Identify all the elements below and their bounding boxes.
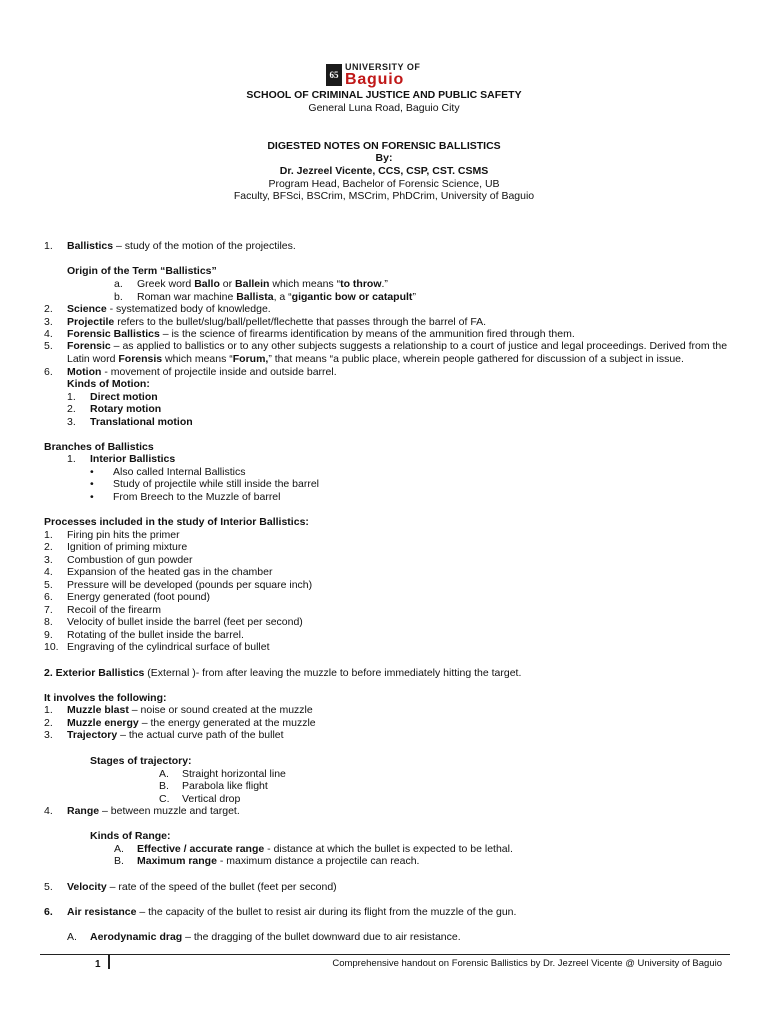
- note-line: [44, 881, 337, 893]
- term-text: Projectile: [67, 316, 115, 328]
- list-marker: 1.: [44, 704, 53, 716]
- note-line: [44, 328, 575, 340]
- term-text: Direct motion: [90, 391, 158, 403]
- note-line: [159, 768, 286, 780]
- note-line: [67, 416, 193, 428]
- list-marker: 8.: [44, 616, 53, 628]
- note-line: [67, 403, 161, 415]
- body-text: Roman war machine: [137, 291, 237, 303]
- author-role-2: Faculty, BFSci, BSCrim, MSCrim, PhDCrim, University of Baguio: [233, 190, 535, 202]
- body-text: ” that means “a public place, wherein people gathered for discussion of a subject in issue.: [268, 353, 684, 365]
- note-line: [44, 566, 272, 578]
- body-text: (External )- from after leaving the muzzle to before immediately hitting the target.: [144, 667, 522, 679]
- note-line: [67, 378, 150, 390]
- note-line: [44, 906, 516, 918]
- footer-divider: [108, 955, 110, 969]
- body-text: , a “: [273, 291, 292, 303]
- body-text: – between muzzle and target.: [99, 805, 240, 817]
- logo-line1: UNIVERSITY OF: [345, 61, 421, 72]
- body-text: Greek word: [137, 278, 195, 290]
- school-address: General Luna Road, Baguio City: [308, 102, 460, 114]
- note-line: [44, 579, 312, 591]
- list-marker: 5.: [44, 881, 53, 893]
- note-line: [44, 717, 316, 729]
- note-line: [44, 554, 193, 566]
- list-marker: 2.: [67, 403, 76, 415]
- list-marker: 3.: [67, 416, 76, 428]
- list-marker: 1.: [67, 453, 76, 465]
- note-line: [44, 541, 187, 553]
- note-line: [67, 265, 217, 277]
- list-marker: 2.: [44, 717, 53, 729]
- note-line: [44, 604, 161, 616]
- list-marker: 5.: [44, 579, 53, 591]
- term-text: Forum,: [232, 353, 269, 365]
- note-line: [44, 441, 154, 453]
- list-marker: •: [90, 466, 94, 478]
- list-marker: •: [90, 491, 94, 503]
- note-line: [44, 240, 296, 252]
- list-marker: B.: [159, 780, 169, 792]
- body-text: Parabola like flight: [182, 780, 268, 792]
- body-text: Rotating of the bullet inside the barrel.: [67, 629, 244, 641]
- list-marker: 6.: [44, 366, 53, 378]
- body-text: Ignition of priming mixture: [67, 541, 188, 553]
- logo-line2: Baguio: [345, 70, 405, 88]
- list-marker: 3.: [44, 554, 53, 566]
- document-title: DIGESTED NOTES ON FORENSIC BALLISTICS: [267, 140, 501, 152]
- term-text: Aerodynamic drag: [90, 931, 183, 943]
- body-text: Straight horizontal line: [182, 768, 286, 780]
- note-line: [67, 931, 461, 943]
- body-text: - distance at which the bullet is expected to be lethal.: [264, 843, 513, 855]
- footer-rule: [40, 954, 730, 955]
- author-name: Dr. Jezreel Vicente, CCS, CSP, CST. CSMS: [279, 165, 489, 177]
- body-text: – the dragging of the bullet downward due to air resistance.: [182, 931, 461, 943]
- author-role-1: Program Head, Bachelor of Forensic Science, UB: [268, 178, 500, 190]
- note-line: [44, 303, 271, 315]
- body-text: Firing pin hits the primer: [67, 529, 180, 541]
- note-line: [114, 278, 388, 290]
- list-marker: A.: [114, 843, 124, 855]
- note-line: [90, 755, 192, 767]
- body-text: – the capacity of the bullet to resist air during its flight from the muzzle of the gun.: [136, 906, 517, 918]
- page-number: 1: [95, 959, 101, 970]
- body-text: Latin word: [67, 353, 119, 365]
- body-text: refers to the bullet/slug/ball/pellet/flechette that passes through the barrel of FA.: [114, 316, 487, 328]
- list-marker: 9.: [44, 629, 53, 641]
- body-text: Velocity of bullet inside the barrel (feet per second): [67, 616, 303, 628]
- note-line: [90, 466, 245, 478]
- list-marker: •: [90, 478, 94, 490]
- body-text: which means “: [269, 278, 341, 290]
- note-line: [67, 353, 684, 365]
- term-text: Ballein: [235, 278, 270, 290]
- note-line: [114, 855, 419, 867]
- term-text: Velocity: [67, 881, 107, 893]
- body-text: – the energy generated at the muzzle: [138, 717, 316, 729]
- body-text: Vertical drop: [182, 793, 241, 805]
- body-text: From Breech to the Muzzle of barrel: [113, 491, 281, 503]
- list-marker: A.: [159, 768, 169, 780]
- term-text: Stages of trajectory:: [90, 755, 192, 767]
- list-marker: 3.: [44, 316, 53, 328]
- list-marker: 4.: [44, 566, 53, 578]
- term-text: to throw: [340, 278, 382, 290]
- body-text: which means “: [162, 353, 233, 365]
- note-line: [90, 830, 171, 842]
- logo-seal-icon: 65: [326, 64, 342, 86]
- university-logo: [326, 63, 490, 87]
- note-line: [67, 391, 158, 403]
- term-text: Muzzle blast: [67, 704, 129, 716]
- note-line: [44, 616, 303, 628]
- note-line: [159, 793, 240, 805]
- term-text: Processes included in the study of Interior Ballistics:: [44, 516, 309, 528]
- term-text: Muzzle energy: [67, 717, 139, 729]
- list-marker: 10.: [44, 641, 59, 653]
- note-line: [90, 491, 280, 503]
- term-text: Interior Ballistics: [90, 453, 176, 465]
- note-line: [44, 667, 521, 679]
- body-text: - maximum distance a projectile can reach.: [216, 855, 420, 867]
- body-text: Study of projectile while still inside the barrel: [113, 478, 320, 490]
- note-line: [44, 805, 240, 817]
- term-text: Motion: [67, 366, 102, 378]
- term-text: Trajectory: [67, 729, 118, 741]
- body-text: Combustion of gun powder: [67, 554, 193, 566]
- term-text: Effective / accurate range: [137, 843, 265, 855]
- body-text: ”: [412, 291, 416, 303]
- note-line: [44, 704, 313, 716]
- list-marker: B.: [114, 855, 124, 867]
- term-text: Maximum range: [137, 855, 217, 867]
- note-line: [114, 843, 513, 855]
- list-marker: 1.: [67, 391, 76, 403]
- note-line: [90, 478, 319, 490]
- body-text: - movement of projectile inside and outside barrel.: [101, 366, 337, 378]
- school-name: SCHOOL OF CRIMINAL JUSTICE AND PUBLIC SAFETY: [246, 89, 522, 101]
- note-line: [44, 591, 210, 603]
- list-marker: 3.: [44, 729, 53, 741]
- list-marker: 5.: [44, 340, 53, 352]
- note-line: [114, 291, 416, 303]
- list-marker: 2.: [44, 541, 53, 553]
- list-marker: C.: [159, 793, 170, 805]
- term-text: Ballistics: [67, 240, 114, 252]
- term-text: Rotary motion: [90, 403, 162, 415]
- body-text: - systematized body of knowledge.: [106, 303, 271, 315]
- term-text: Branches of Ballistics: [44, 441, 154, 453]
- term-text: Forensis: [118, 353, 163, 365]
- footer-text: Comprehensive handout on Forensic Ballistics by Dr. Jezreel Vicente @ University of Baguio: [332, 958, 722, 969]
- term-text: gigantic bow or catapult: [291, 291, 413, 303]
- body-text: Energy generated (foot pound): [67, 591, 211, 603]
- term-text: Science: [67, 303, 107, 315]
- list-marker: 4.: [44, 805, 53, 817]
- note-line: [44, 516, 309, 528]
- list-marker: 1.: [44, 240, 53, 252]
- list-marker: 6.: [44, 906, 53, 918]
- note-line: [44, 692, 167, 704]
- term-text: Air resistance: [67, 906, 137, 918]
- body-text: – is the science of firearms identification by means of the ammunition fired through them.: [159, 328, 575, 340]
- note-line: [44, 340, 727, 352]
- body-text: Engraving of the cylindrical surface of bullet: [67, 641, 270, 653]
- body-text: Expansion of the heated gas in the chamber: [67, 566, 273, 578]
- term-text: Range: [67, 805, 100, 817]
- body-text: Also called Internal Ballistics: [113, 466, 246, 478]
- term-text: Forensic Ballistics: [67, 328, 160, 340]
- note-line: [67, 453, 175, 465]
- term-text: Kinds of Motion:: [67, 378, 150, 390]
- list-marker: 1.: [44, 529, 53, 541]
- note-line: [44, 641, 270, 653]
- note-line: [44, 316, 486, 328]
- list-marker: A.: [67, 931, 77, 943]
- body-text: – study of the motion of the projectiles.: [113, 240, 296, 252]
- note-line: [159, 780, 268, 792]
- list-marker: a.: [114, 278, 123, 290]
- list-marker: 2.: [44, 303, 53, 315]
- term-text: It involves the following:: [44, 692, 167, 704]
- body-text: Recoil of the firearm: [67, 604, 161, 616]
- term-text: Kinds of Range:: [90, 830, 171, 842]
- term-text: 2. Exterior Ballistics: [44, 667, 145, 679]
- list-marker: 7.: [44, 604, 53, 616]
- term-text: Ballo: [194, 278, 220, 290]
- body-text: – as applied to ballistics or to any other subjects suggests a relationship to a court of justice and legal proceedings. Derived from the: [110, 340, 728, 352]
- body-text: – rate of the speed of the bullet (feet per second): [106, 881, 337, 893]
- body-text: .”: [381, 278, 388, 290]
- note-line: [44, 366, 337, 378]
- body-text: or: [219, 278, 236, 290]
- note-line: [44, 729, 284, 741]
- body-text: Pressure will be developed (pounds per square inch): [67, 579, 313, 591]
- list-marker: b.: [114, 291, 123, 303]
- note-line: [44, 629, 244, 641]
- note-line: [44, 529, 180, 541]
- term-text: Ballista: [236, 291, 274, 303]
- term-text: Forensic: [67, 340, 111, 352]
- body-text: – noise or sound created at the muzzle: [128, 704, 313, 716]
- list-marker: 4.: [44, 328, 53, 340]
- body-text: – the actual curve path of the bullet: [117, 729, 284, 741]
- term-text: Origin of the Term “Ballistics”: [67, 265, 217, 277]
- term-text: Translational motion: [90, 416, 193, 428]
- by-label: By:: [375, 152, 393, 164]
- list-marker: 6.: [44, 591, 53, 603]
